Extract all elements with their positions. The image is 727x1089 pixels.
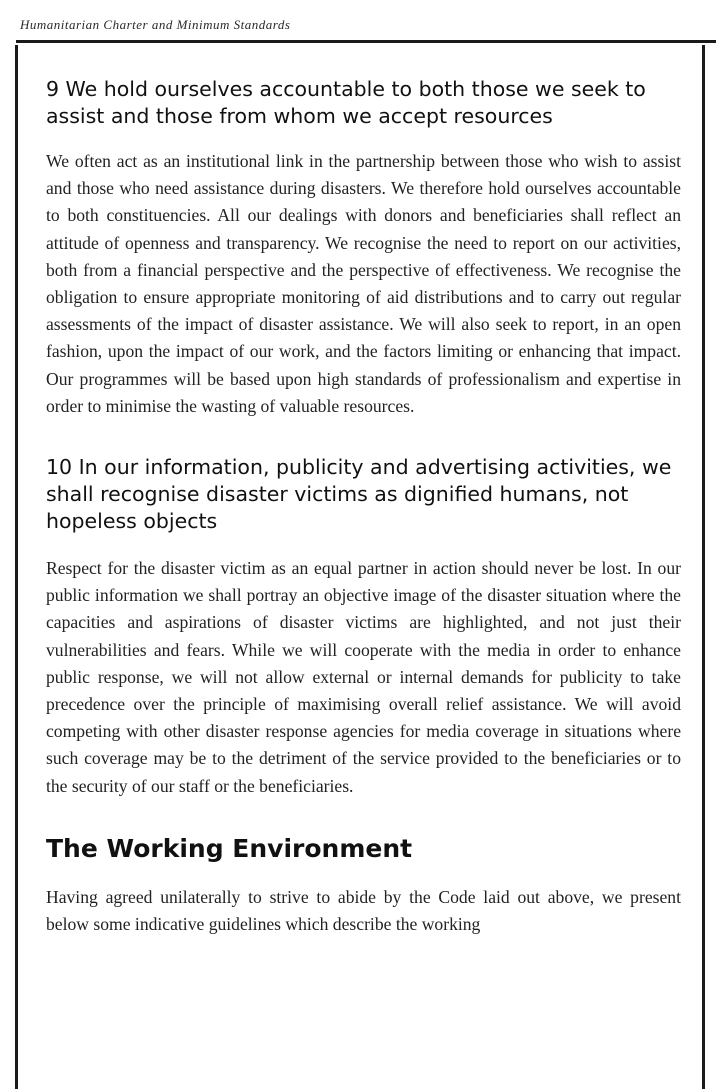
section-9-body: We often act as an institutional link in the partnership between those who wish to assist and those who need assistance during disasters. We therefore hold ourselves accountable to both constituencies. All our dealings with donors and beneficiaries shall reflect an attitude of openness and transparency. We recognise the need to report on our activities, both from a financial perspective and the perspective of effectiveness. We recognise the obligation to ensure appropriate monitoring of aid distributions and to carry out regular assessments of the impact of disaster assistance. We will also seek to report, in an open fashion, upon the impact of our work, and the factors limiting or enhancing that impact. Our programmes will be based upon high standards of professionalism and expertise in order to minimise the wasting of valuable resources. — [46, 151, 681, 416]
section-10-heading: 10 In our information, publicity and advertising activities, we shall recognise disaster victims as dignified humans, not hopeless objects — [46, 455, 672, 534]
section-10-body: Respect for the disaster victim as an equal partner in action should never be lost. In our public information we shall portray an objective image of the disaster situation where the capacities and aspirations of disaster victims are highlighted, and not just their vulnerabilities and fears. While we will cooperate with the media in order to enhance public response, we will not allow external or internal demands for publicity to take precedence over the principle of maximising overall relief assistance. We will avoid competing with other disaster response agencies for media coverage in situations where such coverage may be to the detriment of the service provided to the beneficiaries or to the security of our staff or the beneficiaries. — [46, 558, 681, 796]
section-9-heading: 9 We hold ourselves accountable to both those we seek to assist and those from whom we accept resources — [46, 77, 646, 128]
running-header: Humanitarian Charter and Minimum Standards — [20, 17, 291, 32]
working-environment-body: Having agreed unilaterally to strive to abide by the Code laid out above, we present below some indicative guidelines which describe the working — [46, 886, 681, 935]
page-content — [46, 76, 681, 938]
header-rule — [16, 40, 716, 43]
working-environment-heading: The Working Environment — [46, 833, 413, 863]
